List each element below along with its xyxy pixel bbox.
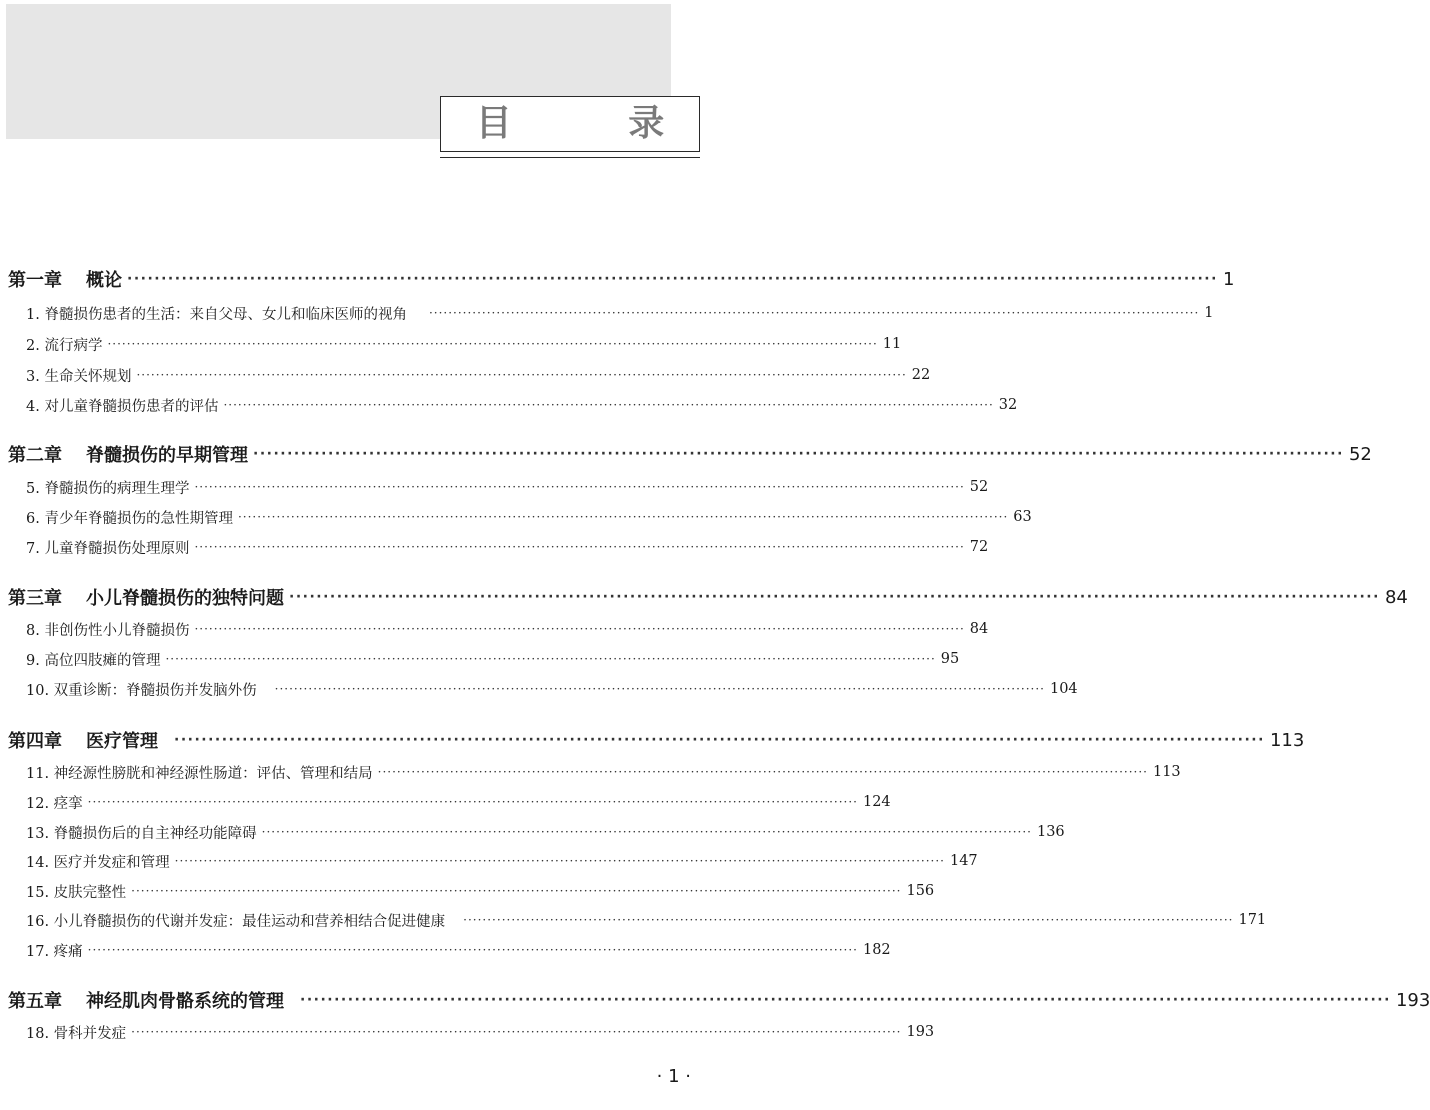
toc-entry[interactable]	[0, 644, 960, 674]
entry-number: 9.	[26, 652, 40, 669]
entry-number: 12.	[26, 795, 50, 812]
entry-page: 63	[1013, 509, 1032, 525]
entry-title: 非创伤性小儿脊髓损伤	[44, 622, 190, 639]
entry-title: 痉挛	[53, 795, 83, 812]
entry-number: 4.	[26, 398, 40, 415]
entry-title: 生命关怀规划	[44, 368, 132, 385]
toc-entry[interactable]	[0, 360, 931, 390]
dot-leader: ································································································································································	[136, 368, 907, 382]
chapter-page: 113	[1269, 729, 1305, 751]
dot-leader: ································································································································································	[428, 306, 1200, 320]
chapter-page: 52	[1348, 443, 1372, 465]
entry-title: 流行病学	[44, 337, 103, 354]
chapter-page: 84	[1384, 586, 1408, 608]
dot-leader: ································································································································································	[463, 913, 1234, 927]
dot-leader: ································································································································································	[87, 943, 858, 957]
dot-leader: ································································································································································	[289, 589, 1380, 605]
entry-page: 113	[1152, 764, 1181, 780]
chapter-page: 1	[1222, 268, 1235, 290]
entry-number: 15.	[26, 884, 50, 901]
entry-title: 脊髓损伤患者的生活：来自父母、女儿和临床医师的视角	[44, 306, 407, 323]
entry-title: 皮肤完整性	[53, 884, 127, 901]
entry-page: 136	[1036, 824, 1065, 840]
toc-chapter[interactable]	[0, 582, 1408, 612]
toc-entry[interactable]	[0, 614, 989, 644]
dot-leader: ································································································································································	[261, 825, 1032, 839]
toc-entry[interactable]	[0, 757, 1181, 787]
entry-title: 脊髓损伤的病理生理学	[44, 480, 190, 497]
chapter-title: 小儿脊髓损伤的独特问题	[86, 588, 284, 609]
chapter-title: 神经肌肉骨骼系统的管理	[86, 991, 284, 1012]
entry-title: 小儿脊髓损伤的代谢并发症：最佳运动和营养相结合促进健康	[53, 913, 446, 930]
toc-entry[interactable]	[0, 905, 1267, 935]
entry-title: 双重诊断：脊髓损伤并发脑外伤	[53, 682, 257, 699]
entry-page: 1	[1204, 305, 1214, 321]
entry-number: 8.	[26, 622, 40, 639]
toc-chapter[interactable]	[0, 985, 1430, 1015]
chapter-title: 概论	[86, 270, 122, 291]
entry-page: 72	[969, 539, 989, 555]
toc-entry[interactable]	[0, 502, 1032, 532]
entry-page: 84	[969, 621, 989, 637]
toc-entry[interactable]	[0, 817, 1065, 847]
toc-entry[interactable]	[0, 298, 1214, 328]
entry-title: 脊髓损伤后的自主神经功能障碍	[53, 825, 257, 842]
entry-title: 高位四肢瘫的管理	[44, 652, 161, 669]
entry-page: 11	[882, 336, 902, 352]
chapter-label: 第三章	[8, 588, 62, 609]
toc-chapter[interactable]	[0, 264, 1235, 294]
dot-leader: ································································································································································	[194, 480, 965, 494]
entry-number: 5.	[26, 480, 40, 497]
toc-chapter[interactable]	[0, 725, 1305, 755]
dot-leader: ································································································································································	[87, 795, 858, 809]
dot-leader: ································································································································································	[107, 337, 878, 351]
dot-leader: ································································································································································	[131, 884, 902, 898]
chapter-label: 第四章	[8, 731, 62, 752]
toc-entry[interactable]	[0, 787, 891, 817]
toc-entry[interactable]	[0, 876, 935, 906]
dot-leader: ································································································································································	[253, 446, 1344, 462]
entry-page: 193	[906, 1024, 935, 1040]
page-number: · 1 ·	[656, 1066, 691, 1087]
page-title: 目 录	[475, 103, 717, 144]
entry-number: 14.	[26, 854, 50, 871]
entry-title: 青少年脊髓损伤的急性期管理	[44, 510, 233, 527]
entry-number: 13.	[26, 825, 50, 842]
dot-leader: ································································································································································	[174, 854, 945, 868]
chapter-label: 第一章	[8, 270, 62, 291]
entry-title: 医疗并发症和管理	[53, 854, 170, 871]
dot-leader: ································································································································································	[274, 682, 1045, 696]
chapter-label: 第二章	[8, 445, 62, 466]
dot-leader: ································································································································································	[237, 510, 1009, 524]
dot-leader: ································································································································································	[194, 622, 965, 636]
entry-title: 疼痛	[53, 943, 83, 960]
toc-chapter[interactable]	[0, 439, 1372, 469]
entry-number: 6.	[26, 510, 40, 527]
entry-page: 95	[940, 651, 960, 667]
entry-page: 156	[906, 883, 935, 899]
dot-leader: ································································································································································	[194, 540, 965, 554]
toc-entry[interactable]	[0, 390, 1018, 420]
entry-number: 17.	[26, 943, 50, 960]
entry-title: 儿童脊髓损伤处理原则	[44, 540, 190, 557]
entry-page: 182	[862, 942, 891, 958]
entry-page: 32	[998, 397, 1018, 413]
chapter-page: 193	[1395, 989, 1430, 1011]
entry-number: 3.	[26, 368, 40, 385]
toc-entry[interactable]	[0, 1017, 935, 1047]
entry-number: 18.	[26, 1025, 50, 1042]
entry-number: 7.	[26, 540, 40, 557]
dot-leader: ································································································································································	[165, 652, 936, 666]
entry-title: 神经源性膀胱和神经源性肠道：评估、管理和结局	[53, 765, 373, 782]
dot-leader: ································································································································································	[223, 398, 994, 412]
entry-page: 147	[949, 853, 978, 869]
entry-page: 124	[862, 794, 891, 810]
entry-page: 171	[1238, 912, 1267, 928]
chapter-title: 脊髓损伤的早期管理	[86, 445, 248, 466]
toc-entry[interactable]	[0, 329, 902, 359]
chapter-label: 第五章	[8, 991, 62, 1012]
entry-number: 10.	[26, 682, 50, 699]
toc-entry[interactable]	[0, 935, 891, 965]
dot-leader: ································································································································································	[300, 992, 1391, 1008]
entry-page: 104	[1049, 681, 1078, 697]
toc-entry[interactable]	[0, 532, 989, 562]
dot-leader: ································································································································································	[377, 765, 1148, 779]
toc-entry[interactable]	[0, 472, 989, 502]
dot-leader: ································································································································································	[127, 271, 1218, 287]
dot-leader: ································································································································································	[174, 732, 1265, 748]
entry-title: 骨科并发症	[53, 1025, 127, 1042]
toc-entry[interactable]	[0, 674, 1078, 704]
entry-number: 16.	[26, 913, 50, 930]
dot-leader: ································································································································································	[131, 1025, 902, 1039]
entry-title: 对儿童脊髓损伤患者的评估	[44, 398, 219, 415]
entry-number: 11.	[26, 765, 50, 782]
entry-number: 2.	[26, 337, 40, 354]
entry-page: 52	[969, 479, 989, 495]
entry-page: 22	[911, 367, 931, 383]
chapter-title: 医疗管理	[86, 731, 158, 752]
entry-number: 1.	[26, 306, 40, 323]
toc-entry[interactable]	[0, 846, 978, 876]
